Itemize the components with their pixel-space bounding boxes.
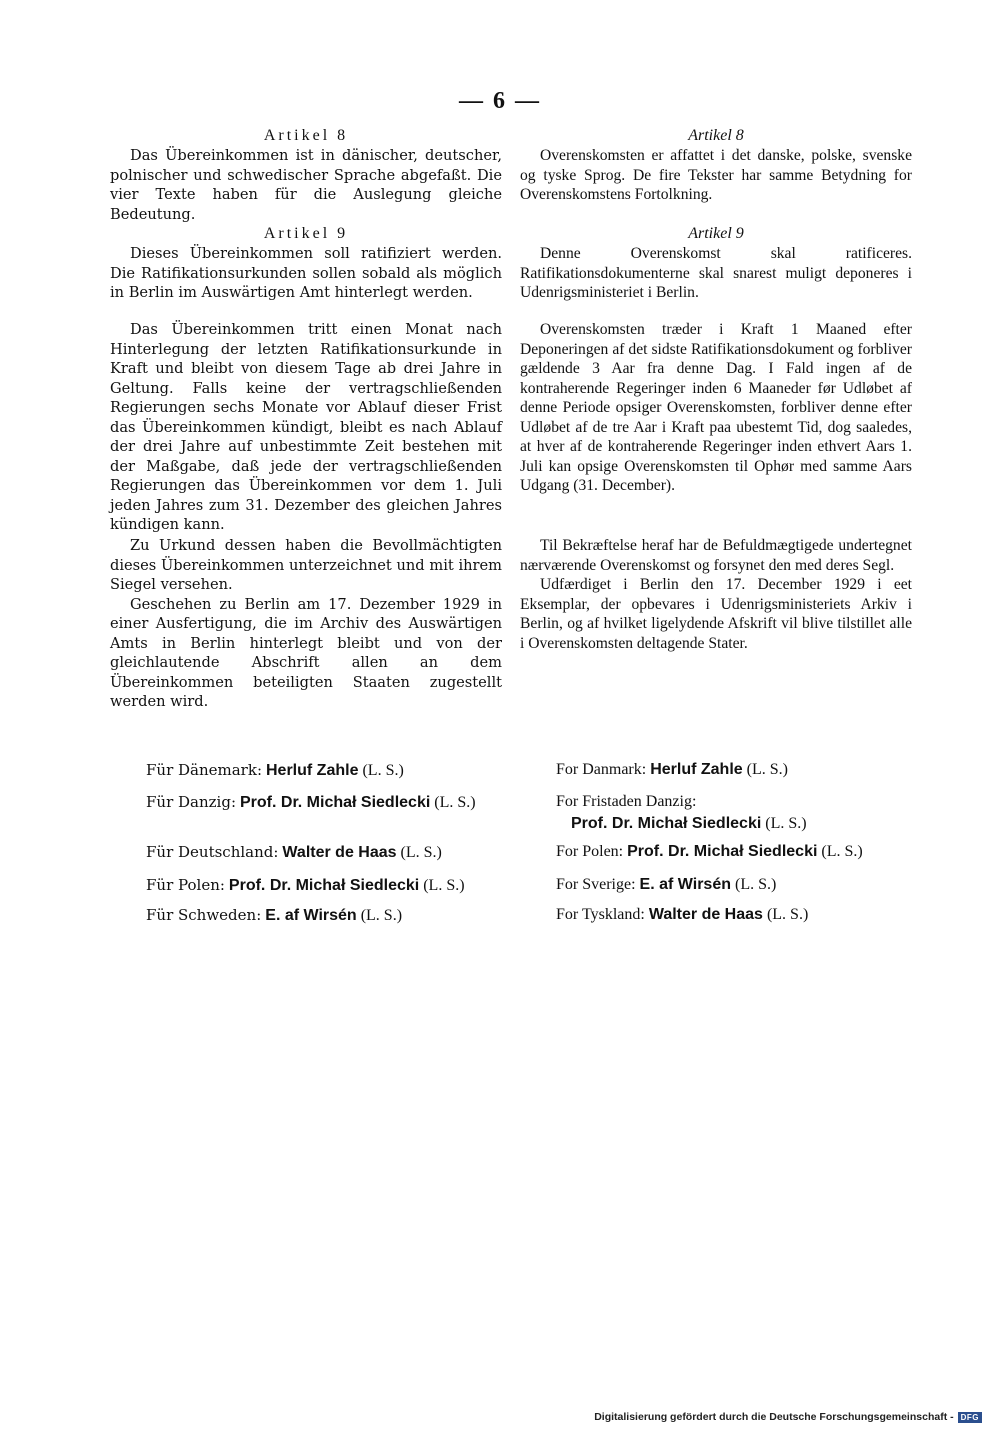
signature-label: For Danmark: <box>556 761 647 778</box>
danish-done-text: Udfærdiget i Berlin den 17. December 1929 i eet Eksemplar, der opbevares i Udenrigsministeriets Arkiv i Berlin, og af hvilket ligelydende Afskrift vil blive tilstillet alle i Overenskomsten deltagende Stater. <box>520 576 912 652</box>
signatory-name: Walter de Haas <box>282 844 397 861</box>
danish-article-9-text-2: Overenskomsten træder i Kraft 1 Maaned efter Deponeringen af det sidste Ratifikationsdokument og forbliver gældende 3 Aar fra denne Dag. I Fald ingen af de kontraherende Regeringer inden 6 Maaneder før Udløbet af denne Periode opsiger Overenskomsten, forbliver denne efter Udløbet af de tre Aar i Kraft paa ubestemt Tid, dog saaledes, at hver af de kontraherende Regeringer inden ethvert Aars 1. Juli kan opsige Overenskomsten til Ophør med samme Aars Udgang (31. December). <box>520 321 912 494</box>
signatory-name: Walter de Haas <box>648 906 763 923</box>
signatory-name: Herluf Zahle <box>266 762 359 779</box>
danish-witness-block <box>520 536 912 653</box>
signatory-name: E. af Wirsén <box>265 907 357 924</box>
signatory-name: Prof. Dr. Michał Siedlecki <box>627 843 818 860</box>
german-article-9-block <box>110 224 502 303</box>
signatory-name: Prof. Dr. Michał Siedlecki <box>228 877 420 894</box>
seal-mark: (L. S.) <box>434 794 476 811</box>
seal-mark: (L. S.) <box>766 906 809 923</box>
danish-signature-germany <box>556 905 808 925</box>
german-article-8-heading: Artikel 8 <box>263 127 349 144</box>
german-column <box>110 126 502 224</box>
signatory-name: Prof. Dr. Michał Siedlecki <box>571 815 762 832</box>
danish-signature-danzig <box>571 814 807 834</box>
danish-article-9-text: Denne Overenskomst skal ratificeres. Ratifikationsdokumenterne skal snarest muligt deponeres i Udenrigsministeriet i Berlin. <box>520 245 912 301</box>
digitization-credit <box>594 1411 982 1423</box>
page-number: — 6 — <box>459 88 541 114</box>
danish-witness-text: Til Bekræftelse heraf har de Befuldmægtigede undertegnet nærværende Overenskomst og forsynet den med deres Segl. <box>520 537 912 574</box>
danish-entry-into-force-block <box>520 320 912 496</box>
german-signature-danzig <box>146 792 476 813</box>
german-signature-poland <box>146 875 465 896</box>
seal-mark: (L. S.) <box>423 877 465 894</box>
danish-signature-denmark <box>556 760 788 780</box>
german-entry-into-force-block <box>110 320 502 535</box>
german-witness-block <box>110 536 502 712</box>
signature-label: Für Schweden: <box>146 906 262 924</box>
german-signature-denmark <box>146 760 404 781</box>
signature-label: Für Polen: <box>146 876 225 894</box>
danish-article-9-block <box>520 224 912 303</box>
german-signature-germany <box>146 842 442 863</box>
signature-label: For Tyskland: <box>556 906 645 923</box>
seal-mark: (L. S.) <box>765 815 807 832</box>
german-article-8-text: Das Übereinkommen ist in dänischer, deutscher, polnischer und schwedischer Sprache abgefaßt. Die vier Texte haben für die Auslegung gleiche Bedeutung. <box>110 147 502 223</box>
signature-label: Für Danzig: <box>146 793 236 811</box>
danish-signature-sweden <box>556 875 776 895</box>
seal-mark: (L. S.) <box>400 844 442 861</box>
dfg-logo: DFG <box>958 1412 982 1423</box>
german-article-9-text: Dieses Übereinkommen soll ratifiziert werden. Die Ratifikationsurkunden sollen sobald als möglich in Berlin im Auswärtigen Amt hinterlegt werden. <box>110 245 502 301</box>
seal-mark: (L. S.) <box>734 876 777 893</box>
seal-mark: (L. S.) <box>360 907 403 924</box>
german-signature-sweden <box>146 905 402 926</box>
danish-signature-poland <box>556 842 863 862</box>
signature-label: Für Deutschland: <box>146 843 279 861</box>
danish-signature-danzig-label <box>556 792 696 812</box>
signature-label: For Fristaden Danzig: <box>556 793 697 810</box>
seal-mark: (L. S.) <box>362 762 404 779</box>
credit-text: Digitalisierung gefördert durch die Deutsche Forschungsgemeinschaft - <box>594 1411 954 1423</box>
signature-label: For Sverige: <box>556 876 636 893</box>
danish-article-8-heading: Artikel 8 <box>688 127 744 144</box>
danish-article-8-text: Overenskomsten er affattet i det danske, polske, svenske og tyske Sprog. De fire Tekster har samme Betydning for Overenskomstens Fortolkning. <box>520 147 912 203</box>
danish-column <box>520 126 912 205</box>
signature-label: Für Dänemark: <box>146 761 262 779</box>
german-witness-text: Zu Urkund dessen haben die Bevollmächtigten dieses Übereinkommen unterzeichnet und mit ihrem Siegel versehen. <box>110 537 502 593</box>
german-done-text: Geschehen zu Berlin am 17. Dezember 1929 in einer Ausfertigung, die im Archiv des Auswärtigen Amts in Berlin hinterlegt bleibt und von der gleichlautende Abschrift allen an dem Übereinkommen beteiligten Staaten zugestellt werden wird. <box>110 595 502 710</box>
signatory-name: E. af Wirsén <box>639 876 731 893</box>
german-article-9-heading: Artikel 9 <box>263 225 349 242</box>
signatory-name: Herluf Zahle <box>650 761 743 778</box>
german-article-9-text-2: Das Übereinkommen tritt einen Monat nach Hinterlegung der letzten Ratifikationsurkunde in Kraft und bleibt von diesem Tage ab drei Jahre in Geltung. Falls keine der vertragschließenden Regierungen sechs Monate vor Ablauf dieser Frist das Übereinkommen kündigt, bleibt es nach Ablauf der drei Jahre auf unbestimmte Zeit bestehen mit der Maßgabe, daß jede der vertragschließenden Regierungen das Übereinkommen vor dem 1. Juli jeden Jahres zum 31. Dezember des gleichen Jahres kündigen kann. <box>110 321 502 533</box>
signature-label: For Polen: <box>556 843 624 860</box>
danish-article-9-heading: Artikel 9 <box>688 225 744 242</box>
signatory-name: Prof. Dr. Michał Siedlecki <box>240 794 431 811</box>
seal-mark: (L. S.) <box>746 761 788 778</box>
seal-mark: (L. S.) <box>821 843 863 860</box>
